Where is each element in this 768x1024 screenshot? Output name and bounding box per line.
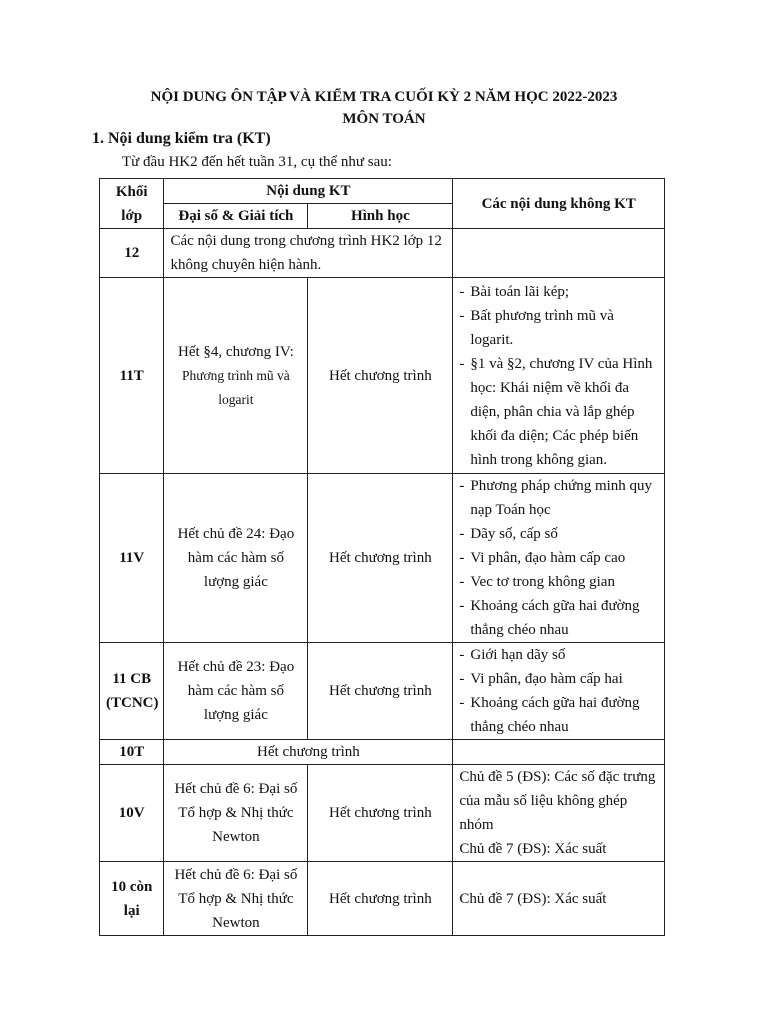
header-row-1 <box>100 179 665 204</box>
excluded-line: Chủ đề 5 (ĐS): Các số đặc trưng của mẫu số liệu không ghép nhóm <box>459 769 656 833</box>
table-row <box>100 278 665 474</box>
grade-cell: 10 còn lại <box>100 862 164 936</box>
table-row <box>100 474 665 643</box>
document-title <box>0 86 768 130</box>
grade-cell: 11V <box>100 474 164 643</box>
header-geometry: Hình học <box>308 204 453 229</box>
geometry-cell: Hết chương trình <box>308 474 453 643</box>
geometry-cell: Hết chương trình <box>308 643 453 740</box>
header-content: Nội dung KT <box>164 179 453 204</box>
algebra-cell: Hết chủ đề 24: Đạo hàm các hàm số lượng giác <box>164 474 308 643</box>
list-item: - Bất phương trình mũ và logarit. <box>459 304 658 352</box>
header-algebra: Đại số & Giải tích <box>164 204 308 229</box>
list-item: - Vi phân, đạo hàm cấp cao <box>459 546 658 570</box>
geometry-cell: Hết chương trình <box>308 765 453 862</box>
merged-content-cell: Hết chương trình <box>164 740 453 765</box>
excluded-cell <box>453 229 665 278</box>
excluded-cell <box>453 740 665 765</box>
excluded-cell <box>453 643 665 740</box>
title-line-2: MÔN TOÁN <box>342 111 426 127</box>
algebra-cell: Hết chủ đề 6: Đại số Tổ hợp & Nhị thức Newton <box>164 765 308 862</box>
algebra-sub: Phương trình mũ và logarit <box>181 367 290 407</box>
excluded-cell <box>453 278 665 474</box>
list-item: - Khoảng cách gữa hai đường thẳng chéo nhau <box>459 691 658 739</box>
grade-cell: 10T <box>100 740 164 765</box>
header-grade: Khối lớp <box>100 179 164 229</box>
excluded-cell <box>453 474 665 643</box>
list-item: - Phương pháp chứng minh quy nạp Toán học <box>459 474 658 522</box>
list-item: - Dãy số, cấp số <box>459 522 658 546</box>
algebra-cell: Hết chủ đề 23: Đạo hàm các hàm số lượng giác <box>164 643 308 740</box>
exam-content-table <box>99 178 665 936</box>
list-item: - §1 và §2, chương IV của Hình học: Khái niệm về khối đa diện, phân chia và lắp ghép khối đa diện; Các phép biến hình trong không gian. <box>459 352 658 472</box>
grade-cell: 12 <box>100 229 164 278</box>
list-item: - Vi phân, đạo hàm cấp hai <box>459 667 658 691</box>
section-heading: 1. Nội dung kiểm tra (KT) <box>92 130 271 147</box>
merged-content-cell: Các nội dung trong chương trình HK2 lớp 12 không chuyên hiện hành. <box>164 229 453 278</box>
intro-text: Từ đầu HK2 đến hết tuần 31, cụ thể như sau: <box>122 154 392 170</box>
algebra-cell: Hết chủ đề 6: Đại số Tổ hợp & Nhị thức Newton <box>164 862 308 936</box>
excluded-line: Chủ đề 7 (ĐS): Xác suất <box>459 841 607 857</box>
table-row <box>100 643 665 740</box>
list-item: - Khoảng cách gữa hai đường thẳng chéo nhau <box>459 594 658 642</box>
table-row <box>100 765 665 862</box>
list-item: - Vec tơ trong không gian <box>459 570 658 594</box>
title-line-1: NỘI DUNG ÔN TẬP VÀ KIỂM TRA CUỐI KỲ 2 NĂM HỌC 2022-2023 <box>150 89 618 105</box>
excluded-cell <box>453 765 665 862</box>
grade-cell: 10V <box>100 765 164 862</box>
list-item: - Bài toán lãi kép; <box>459 280 658 304</box>
algebra-cell <box>164 278 308 474</box>
list-item: - Giới hạn dãy số <box>459 643 658 667</box>
geometry-cell: Hết chương trình <box>308 278 453 474</box>
geometry-cell: Hết chương trình <box>308 862 453 936</box>
table-row <box>100 740 665 765</box>
grade-cell: 11T <box>100 278 164 474</box>
header-excluded: Các nội dung không KT <box>453 179 665 229</box>
algebra-main: Hết §4, chương IV: <box>178 343 294 360</box>
excluded-cell: Chủ đề 7 (ĐS): Xác suất <box>453 862 665 936</box>
table-row <box>100 862 665 936</box>
grade-cell: 11 CB (TCNC) <box>100 643 164 740</box>
table-row <box>100 229 665 278</box>
